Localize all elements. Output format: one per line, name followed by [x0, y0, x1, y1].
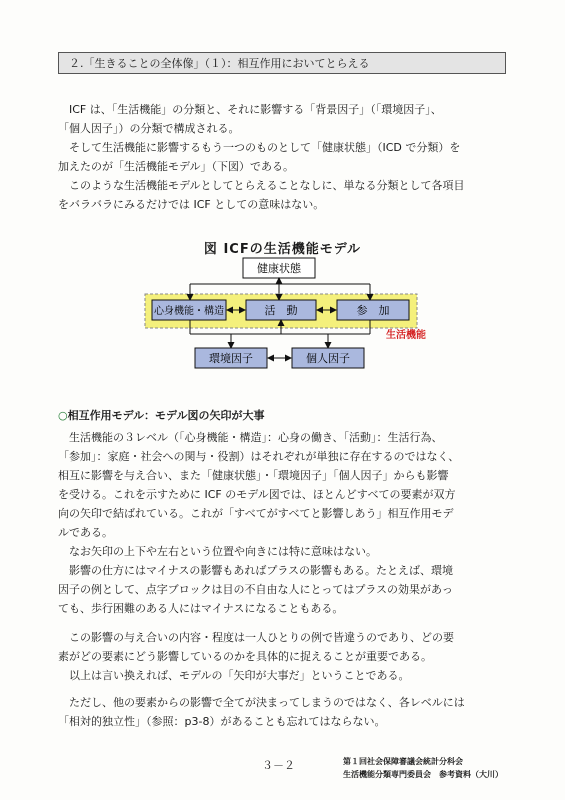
body-line: ただし、他の要素からの影響で全てが決まってしまうのではなく、各レベルには — [69, 696, 465, 709]
body-line: 「相対的独立性」（参照：p3-8）があることも忘れてはならない。 — [58, 715, 386, 728]
activity-label: 活 動 — [264, 304, 298, 317]
subheading-text: 相互作用モデル：モデル図の矢印が大事 — [67, 409, 265, 422]
body-line: 以上は言い換えれば、モデルの「矢印が大事だ」ということである。 — [69, 669, 410, 682]
page-number: ３－２ — [262, 759, 295, 772]
body-line: 素がどの要素にどう影響しているのかを具体的に捉えることが重要である。 — [58, 650, 432, 663]
environmental-factors-label: 環境因子 — [209, 352, 253, 365]
body-line: ても、歩行困難のある人にはマイナスになることもある。 — [58, 602, 344, 615]
body-line: この影響の与え合いの内容・程度は一人ひとりの例で皆違うのであり、どの要 — [69, 631, 454, 644]
intro-line: をバラバラにみるだけでは ICF としての意味はない。 — [58, 198, 325, 211]
intro-line: ICF は、「生活機能」の分類と、それに影響する「背景因子」（「環境因子」、 — [69, 103, 442, 116]
footer-note — [343, 755, 503, 781]
figure-title: 図 ICFの生活機能モデル — [203, 242, 362, 257]
body-paragraph-1 — [58, 428, 508, 618]
body-line: 向の矢印で結ばれている。これが「すべてがすべてと影響しあう」相互作用モデ — [58, 507, 454, 520]
footer-line: 生活機能分類専門委員会 参考資料（大川） — [343, 770, 503, 779]
subheading-circle-icon: ○ — [58, 409, 68, 422]
subheading — [58, 407, 265, 423]
body-paragraph-2 — [58, 628, 508, 685]
body-line: を受ける。これを示すために ICF のモデル図では、ほとんどすべての要素が双方 — [58, 488, 456, 501]
footer-line: 第１回社会保障審議会統計分科会 — [343, 757, 463, 766]
body-line: ルである。 — [58, 526, 113, 539]
section-title: ２.「生きることの全体像」（１）：相互作用においてとらえる — [58, 52, 506, 74]
participation-label: 参 加 — [356, 304, 390, 317]
functioning-label: 生活機能 — [386, 330, 426, 341]
intro-line: 「個人因子」）の分類で構成される。 — [58, 122, 240, 135]
intro-line: 加えたのが「生活機能モデル」（下図）である。 — [58, 160, 294, 173]
body-line: 影響の仕方にはマイナスの影響もあればプラスの影響もある。たとえば、環境 — [69, 564, 454, 577]
intro-line: そして生活機能に影響するもう一つのものとして「健康状態」（ICD で分類）を — [69, 141, 461, 154]
body-line: 相互に影響を与え合い、また「健康状態」・「環境因子」「個人因子」からも影響 — [58, 469, 449, 482]
body-line: 因子の例として、点字ブロックは目の不自由な人にとってはプラスの効果があっ — [58, 583, 453, 596]
intro-line: このような生活機能モデルとしてとらえることなしに、単なる分類として各項目 — [69, 179, 465, 192]
body-paragraph-3 — [58, 693, 508, 731]
health-condition-label: 健康状態 — [257, 262, 301, 275]
body-line: 生活機能の３レベル（「心身機能・構造」：心身の働き、「活動」：生活行為、 — [69, 431, 443, 444]
body-line: 「参加」：家庭・社会への関与・役割）はそれぞれが単独に存在するのではなく、 — [58, 450, 460, 463]
body-function-label: 心身機能・構造 — [154, 306, 224, 317]
body-line: なお矢印の上下や左右という位置や向きには特に意味はない。 — [69, 545, 377, 558]
personal-factors-label: 個人因子 — [306, 352, 350, 365]
